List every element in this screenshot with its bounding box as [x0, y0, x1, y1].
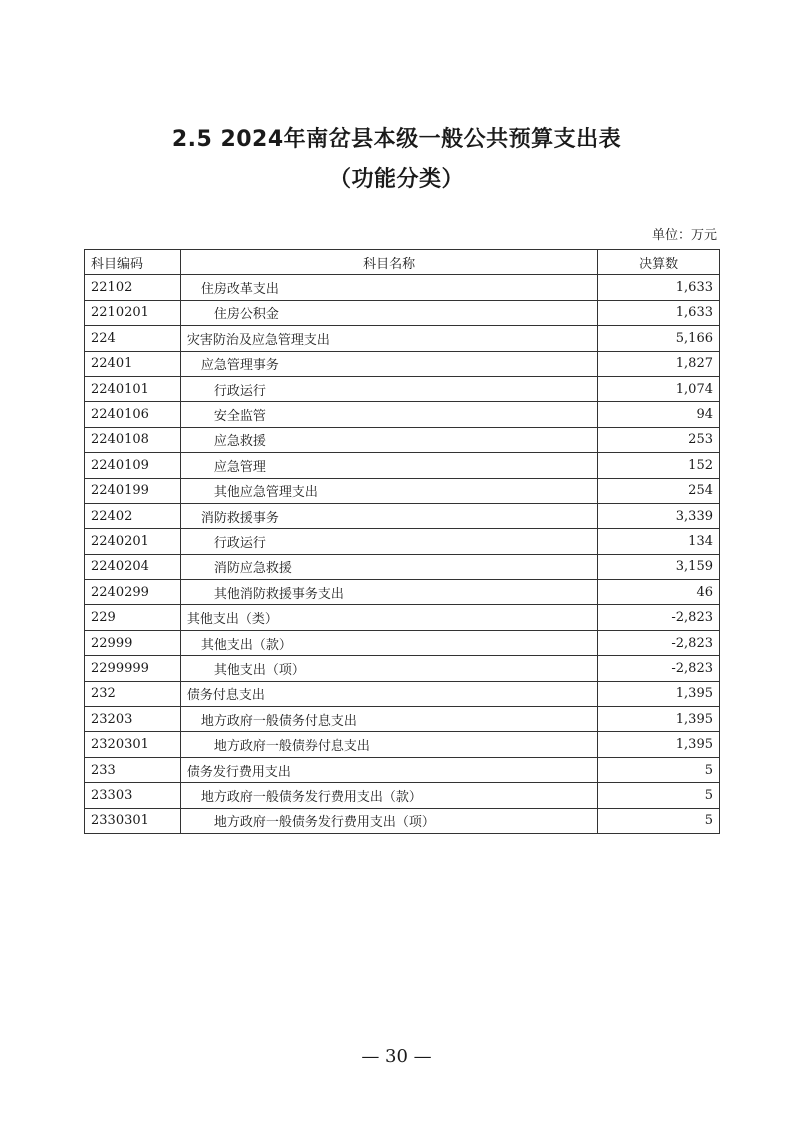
row-code: 229	[85, 605, 181, 630]
row-name: 住房改革支出	[180, 275, 597, 300]
row-code: 2240299	[85, 580, 181, 605]
row-name: 债务付息支出	[180, 681, 597, 706]
row-code: 22999	[85, 630, 181, 655]
row-name: 消防应急救援	[180, 554, 597, 579]
header-amount: 决算数	[598, 250, 720, 275]
row-name: 应急救援	[180, 427, 597, 452]
row-amount: 5	[598, 783, 720, 808]
row-code: 2240109	[85, 453, 181, 478]
row-amount: 46	[598, 580, 720, 605]
row-amount: 5,166	[598, 326, 720, 351]
row-amount: 5	[598, 757, 720, 782]
row-code: 2240101	[85, 376, 181, 401]
row-amount: 1,395	[598, 732, 720, 757]
row-amount: 134	[598, 529, 720, 554]
row-name: 地方政府一般债务付息支出	[180, 707, 597, 732]
row-code: 22102	[85, 275, 181, 300]
header-name: 科目名称	[180, 250, 597, 275]
row-amount: 1,395	[598, 681, 720, 706]
table-row	[85, 503, 720, 528]
row-amount: 5	[598, 808, 720, 833]
row-amount: -2,823	[598, 630, 720, 655]
row-name: 其他支出（项）	[180, 656, 597, 681]
row-name: 债务发行费用支出	[180, 757, 597, 782]
row-code: 232	[85, 681, 181, 706]
table-row	[85, 783, 720, 808]
row-amount: -2,823	[598, 605, 720, 630]
row-code: 22402	[85, 503, 181, 528]
table-header-row	[85, 250, 720, 275]
row-code: 2240199	[85, 478, 181, 503]
table-row	[85, 300, 720, 325]
table-row	[85, 656, 720, 681]
row-amount: 1,633	[598, 300, 720, 325]
row-name: 地方政府一般债务发行费用支出（款）	[180, 783, 597, 808]
table-row	[85, 808, 720, 833]
row-code: 22401	[85, 351, 181, 376]
row-amount: 94	[598, 402, 720, 427]
row-amount: 254	[598, 478, 720, 503]
page-subtitle: （功能分类）	[328, 167, 464, 192]
table-row	[85, 554, 720, 579]
row-name: 安全监管	[180, 402, 597, 427]
row-name: 其他支出（类）	[180, 605, 597, 630]
row-name: 应急管理	[180, 453, 597, 478]
row-amount: 152	[598, 453, 720, 478]
table-row	[85, 681, 720, 706]
row-amount: 3,339	[598, 503, 720, 528]
row-code: 2240108	[85, 427, 181, 452]
row-amount: 3,159	[598, 554, 720, 579]
row-code: 2240204	[85, 554, 181, 579]
row-amount: 1,827	[598, 351, 720, 376]
row-name: 行政运行	[180, 376, 597, 401]
budget-table	[84, 249, 720, 834]
table-row	[85, 478, 720, 503]
header-code: 科目编码	[85, 250, 181, 275]
row-name: 住房公积金	[180, 300, 597, 325]
row-name: 其他支出（款）	[180, 630, 597, 655]
row-code: 2240201	[85, 529, 181, 554]
table-row	[85, 351, 720, 376]
unit-label: 单位：万元	[651, 228, 717, 243]
table-row	[85, 326, 720, 351]
page-title: 2.5 2024年南岔县本级一般公共预算支出表	[171, 127, 622, 152]
row-amount: -2,823	[598, 656, 720, 681]
table-row	[85, 529, 720, 554]
row-name: 地方政府一般债券付息支出	[180, 732, 597, 757]
row-code: 233	[85, 757, 181, 782]
page-number: — 30 —	[361, 1046, 432, 1067]
row-name: 行政运行	[180, 529, 597, 554]
table-row	[85, 605, 720, 630]
row-name: 消防救援事务	[180, 503, 597, 528]
table-row	[85, 427, 720, 452]
row-name: 其他消防救援事务支出	[180, 580, 597, 605]
row-amount: 1,074	[598, 376, 720, 401]
table-row	[85, 376, 720, 401]
row-name: 灾害防治及应急管理支出	[180, 326, 597, 351]
table-row	[85, 275, 720, 300]
row-amount: 1,633	[598, 275, 720, 300]
row-code: 2330301	[85, 808, 181, 833]
row-amount: 253	[598, 427, 720, 452]
table-row	[85, 630, 720, 655]
row-code: 23303	[85, 783, 181, 808]
row-name: 其他应急管理支出	[180, 478, 597, 503]
table-row	[85, 707, 720, 732]
row-code: 2299999	[85, 656, 181, 681]
table-row	[85, 580, 720, 605]
row-code: 23203	[85, 707, 181, 732]
row-code: 2210201	[85, 300, 181, 325]
table-row	[85, 757, 720, 782]
row-name: 地方政府一般债务发行费用支出（项）	[180, 808, 597, 833]
row-code: 224	[85, 326, 181, 351]
row-name: 应急管理事务	[180, 351, 597, 376]
table-row	[85, 732, 720, 757]
table-row	[85, 402, 720, 427]
row-code: 2320301	[85, 732, 181, 757]
row-code: 2240106	[85, 402, 181, 427]
table-row	[85, 453, 720, 478]
row-amount: 1,395	[598, 707, 720, 732]
